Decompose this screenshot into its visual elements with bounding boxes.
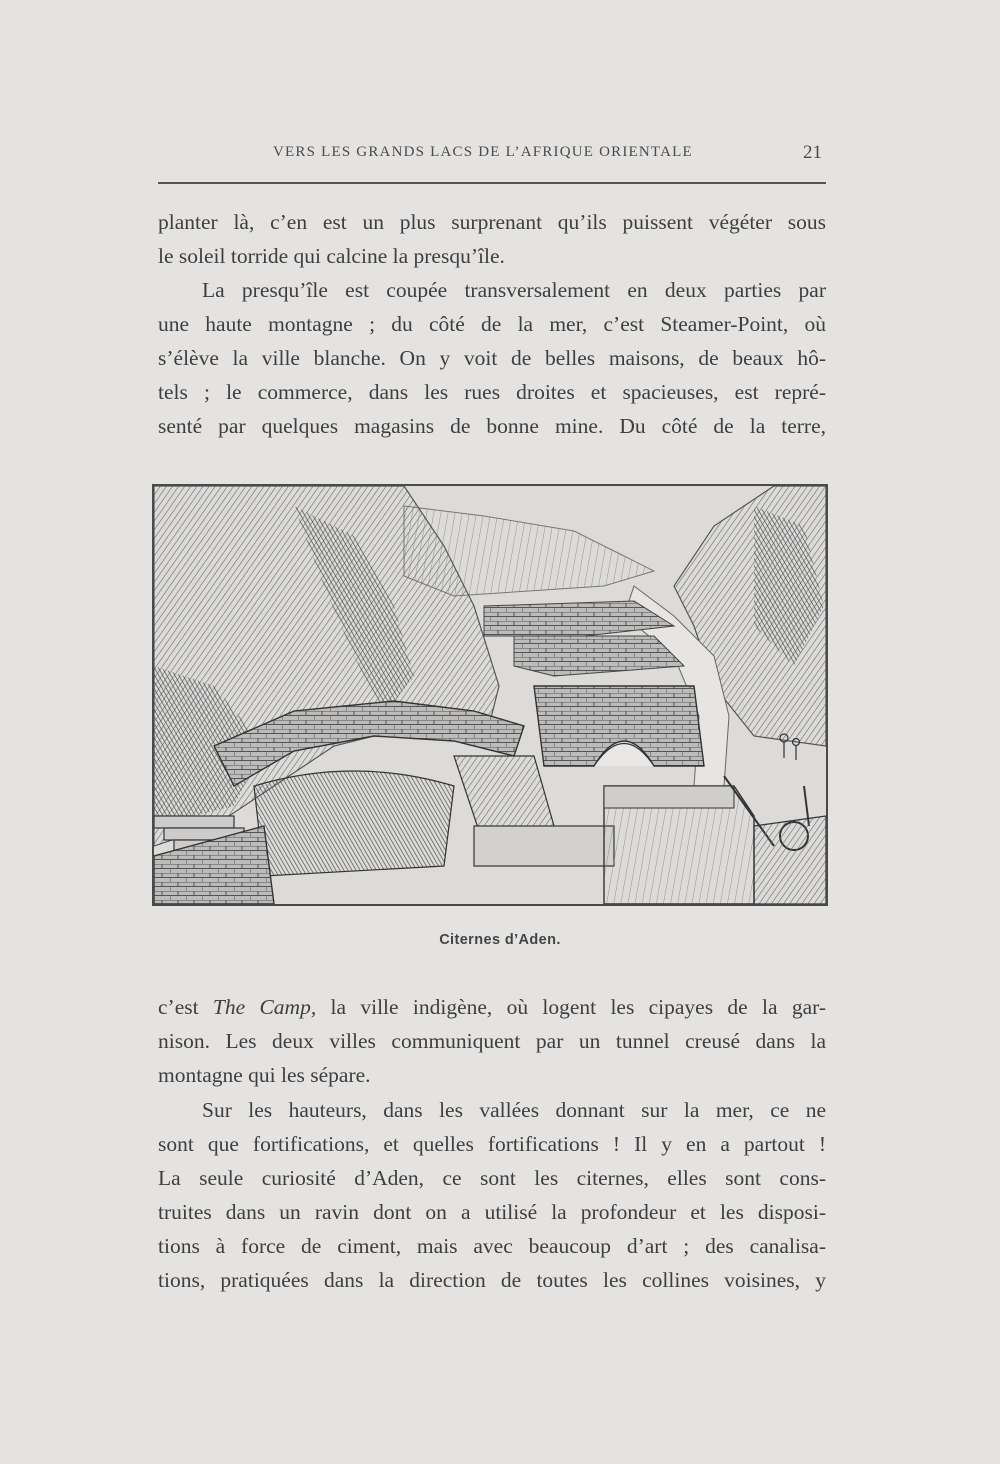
- page-number: 21: [803, 142, 822, 163]
- paragraph-2: [158, 273, 826, 443]
- text-line: le soleil torride qui calcine la presqu’île.: [158, 244, 505, 268]
- paragraph-3: [158, 990, 826, 1092]
- text-line: montagne qui les sépare.: [158, 1063, 371, 1087]
- text-line: La presqu’île est coupée transversalement en deux parties par: [202, 278, 826, 302]
- text-line: tels ; le commerce, dans les rues droites et spacieuses, est repré-: [158, 380, 826, 404]
- engraving-illustration: [154, 486, 826, 904]
- text-line: planter là, c’en est un plus surprenant qu’ils puissent végéter sous: [158, 210, 826, 234]
- figure-caption: Citernes d’Aden.: [439, 932, 561, 948]
- paragraph-1: [158, 205, 826, 273]
- header-rule: [158, 182, 826, 184]
- text-line: s’élève la ville blanche. On y voit de belles maisons, de beaux hô-: [158, 346, 826, 370]
- text-run: la ville indigène, où logent les cipayes de la gar-: [316, 995, 827, 1019]
- page-header: [158, 142, 826, 172]
- text-line: nison. Les deux villes communiquent par un tunnel creusé dans la: [158, 1029, 826, 1053]
- text-line: truites dans un ravin dont on a utilisé la profondeur et les disposi-: [158, 1200, 826, 1224]
- engraving-citernes-d-aden: [152, 484, 828, 906]
- italic-place-name: The Camp,: [212, 995, 317, 1019]
- running-title: VERS LES GRANDS LACS DE L’AFRIQUE ORIENTALE: [273, 144, 693, 160]
- text-line: sont que fortifications, et quelles fortifications ! Il y en a partout !: [158, 1132, 826, 1156]
- text-line: Sur les hauteurs, dans les vallées donnant sur la mer, ce ne: [202, 1098, 826, 1122]
- text-run: c’est: [158, 995, 213, 1019]
- text-line: une haute montagne ; du côté de la mer, c’est Steamer-Point, où: [158, 312, 826, 336]
- text-line: La seule curiosité d’Aden, ce sont les citernes, elles sont cons-: [158, 1166, 826, 1190]
- text-line: tions à force de ciment, mais avec beaucoup d’art ; des canalisa-: [158, 1234, 826, 1258]
- text-line: tions, pratiquées dans la direction de toutes les collines voisines, y: [158, 1268, 826, 1292]
- text-line: senté par quelques magasins de bonne mine. Du côté de la terre,: [158, 414, 826, 438]
- paragraph-4: [158, 1093, 826, 1297]
- text-line: [158, 990, 826, 1024]
